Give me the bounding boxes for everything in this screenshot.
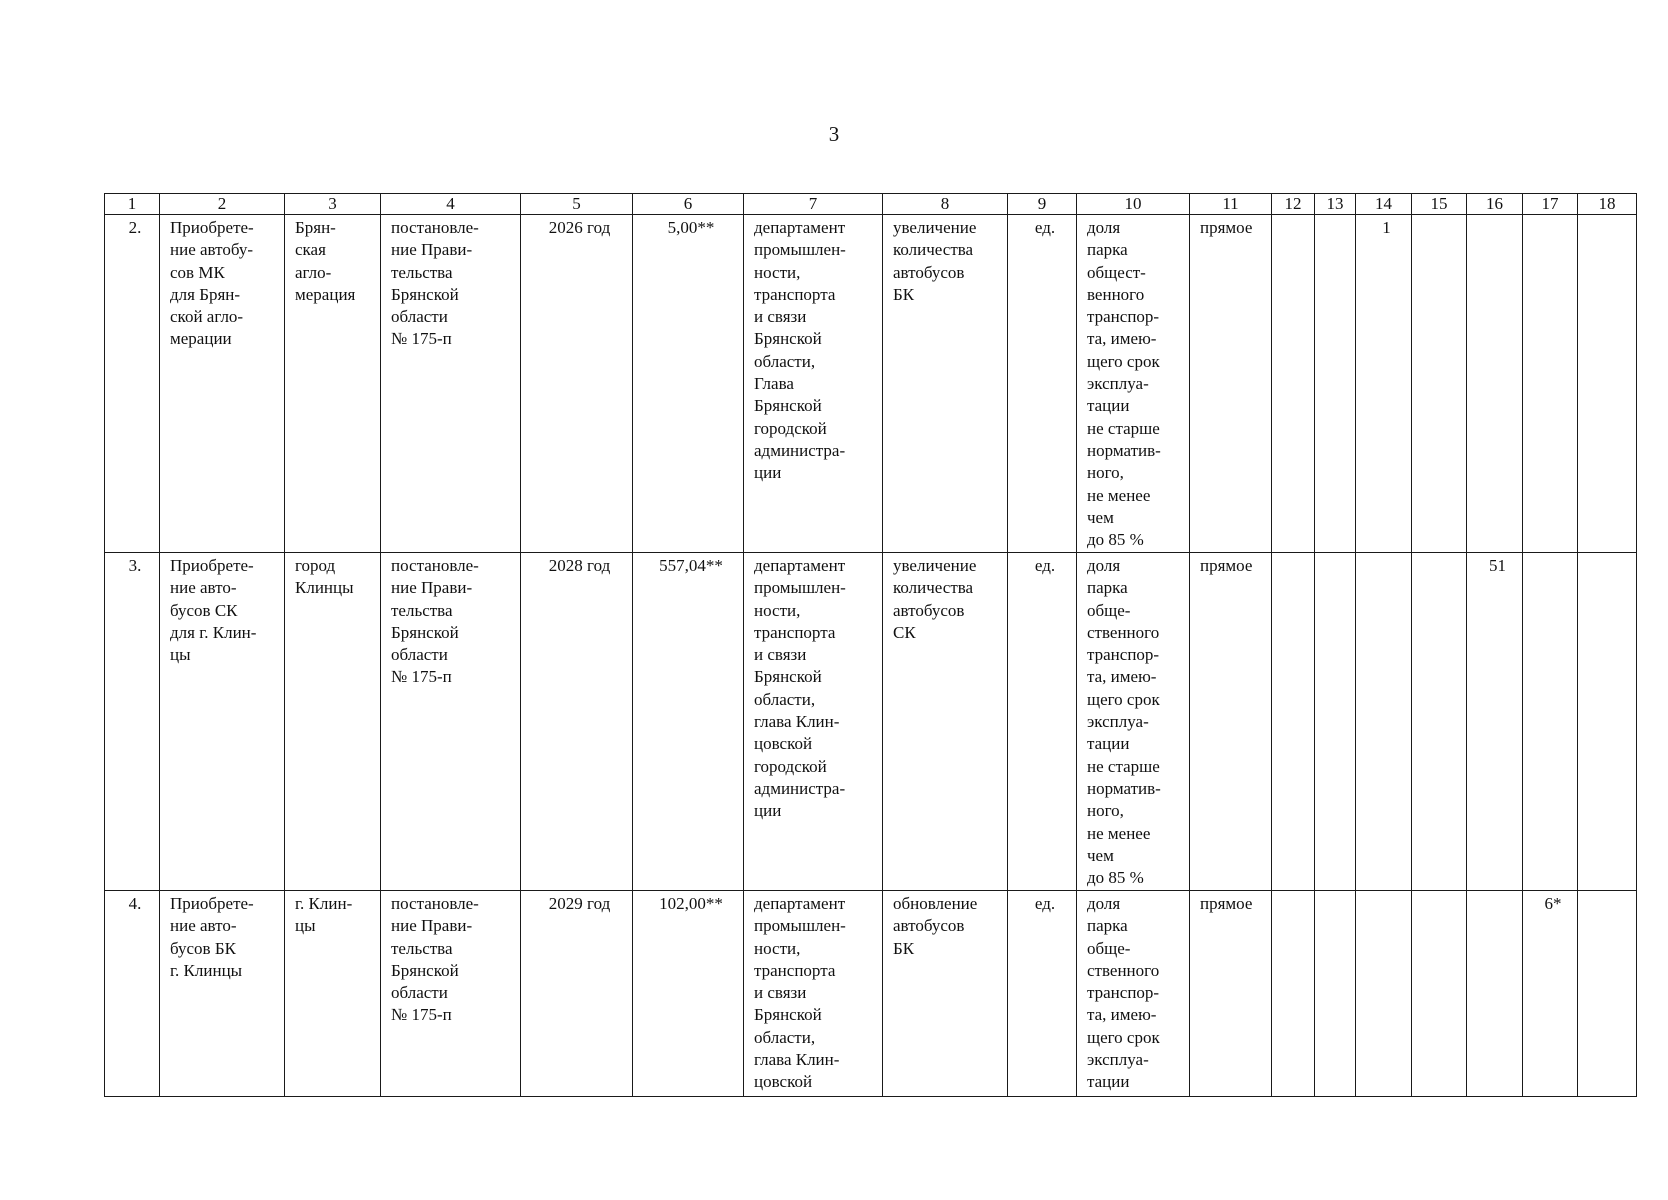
legal-basis: постановле- ние Прави- тельства Брянской области № 175-п (381, 553, 521, 891)
header-cell-8: 8 (883, 194, 1008, 215)
header-cell-11: 11 (1190, 194, 1272, 215)
value-col-18 (1578, 891, 1637, 1097)
expected-result: увеличение количества автобусов БК (883, 215, 1008, 553)
row-number: 3. (105, 553, 160, 891)
funding-amount: 557,04** (633, 553, 744, 891)
value-col-12 (1272, 215, 1315, 553)
value-col-14 (1356, 891, 1412, 1097)
effect-type: прямое (1190, 891, 1272, 1097)
territory: Брян- ская агло- мерация (285, 215, 381, 553)
territory: город Клинцы (285, 553, 381, 891)
value-col-16: 51 (1467, 553, 1523, 891)
value-col-16 (1467, 215, 1523, 553)
header-cell-15: 15 (1412, 194, 1467, 215)
measure-name: Приобрете- ние авто- бусов СК для г. Клин- цы (160, 553, 285, 891)
value-col-14: 1 (1356, 215, 1412, 553)
header-cell-18: 18 (1578, 194, 1637, 215)
unit: ед. (1008, 215, 1077, 553)
indicator: доля парка общест- венного транспор- та, имею- щего срок эксплуа- тации не старше норматив- ного, не менее чем до 85 % (1077, 215, 1190, 553)
indicator: доля парка обще- ственного транспор- та, имею- щего срок эксплуа- тации (1077, 891, 1190, 1097)
deadline-year: 2026 год (521, 215, 633, 553)
effect-type: прямое (1190, 553, 1272, 891)
expected-result: обновление автобусов БК (883, 891, 1008, 1097)
measure-name: Приобрете- ние автобу- сов МК для Брян- ской агло- мерации (160, 215, 285, 553)
value-col-17: 6* (1523, 891, 1578, 1097)
legal-basis: постановле- ние Прави- тельства Брянской области № 175-п (381, 215, 521, 553)
row-number: 2. (105, 215, 160, 553)
page-number: 3 (828, 122, 840, 146)
unit: ед. (1008, 553, 1077, 891)
deadline-year: 2028 год (521, 553, 633, 891)
row-number: 4. (105, 891, 160, 1097)
value-col-16 (1467, 891, 1523, 1097)
value-col-15 (1412, 553, 1467, 891)
header-cell-9: 9 (1008, 194, 1077, 215)
header-cell-17: 17 (1523, 194, 1578, 215)
value-col-15 (1412, 891, 1467, 1097)
value-col-12 (1272, 553, 1315, 891)
header-cell-12: 12 (1272, 194, 1315, 215)
value-col-17 (1523, 553, 1578, 891)
header-cell-5: 5 (521, 194, 633, 215)
header-cell-1: 1 (105, 194, 160, 215)
responsible-party: департамент промышлен- ности, транспорта и связи Брянской области, Глава Брянской городской администра- ции (744, 215, 883, 553)
indicator: доля парка обще- ственного транспор- та, имею- щего срок эксплуа- тации не старше норматив- ного, не менее чем до 85 % (1077, 553, 1190, 891)
effect-type: прямое (1190, 215, 1272, 553)
table-row (105, 215, 1637, 553)
header-cell-16: 16 (1467, 194, 1523, 215)
territory: г. Клин- цы (285, 891, 381, 1097)
responsible-party: департамент промышлен- ности, транспорта и связи Брянской области, глава Клин- цовской городской администра- ции (744, 553, 883, 891)
unit: ед. (1008, 891, 1077, 1097)
expected-result: увеличение количества автобусов СК (883, 553, 1008, 891)
value-col-14 (1356, 553, 1412, 891)
header-cell-10: 10 (1077, 194, 1190, 215)
measure-name: Приобрете- ние авто- бусов БК г. Клинцы (160, 891, 285, 1097)
funding-amount: 5,00** (633, 215, 744, 553)
table-row (105, 553, 1637, 891)
responsible-party: департамент промышлен- ности, транспорта и связи Брянской области, глава Клин- цовской (744, 891, 883, 1097)
header-cell-7: 7 (744, 194, 883, 215)
header-cell-13: 13 (1315, 194, 1356, 215)
value-col-18 (1578, 553, 1637, 891)
value-col-17 (1523, 215, 1578, 553)
deadline-year: 2029 год (521, 891, 633, 1097)
legal-basis: постановле- ние Прави- тельства Брянской области № 175-п (381, 891, 521, 1097)
header-row (105, 194, 1637, 215)
value-col-13 (1315, 553, 1356, 891)
header-cell-3: 3 (285, 194, 381, 215)
header-cell-2: 2 (160, 194, 285, 215)
value-col-13 (1315, 891, 1356, 1097)
value-col-18 (1578, 215, 1637, 553)
table-row (105, 891, 1637, 1097)
header-cell-6: 6 (633, 194, 744, 215)
value-col-12 (1272, 891, 1315, 1097)
value-col-15 (1412, 215, 1467, 553)
header-cell-4: 4 (381, 194, 521, 215)
measures-table (104, 193, 1637, 1097)
header-cell-14: 14 (1356, 194, 1412, 215)
value-col-13 (1315, 215, 1356, 553)
funding-amount: 102,00** (633, 891, 744, 1097)
